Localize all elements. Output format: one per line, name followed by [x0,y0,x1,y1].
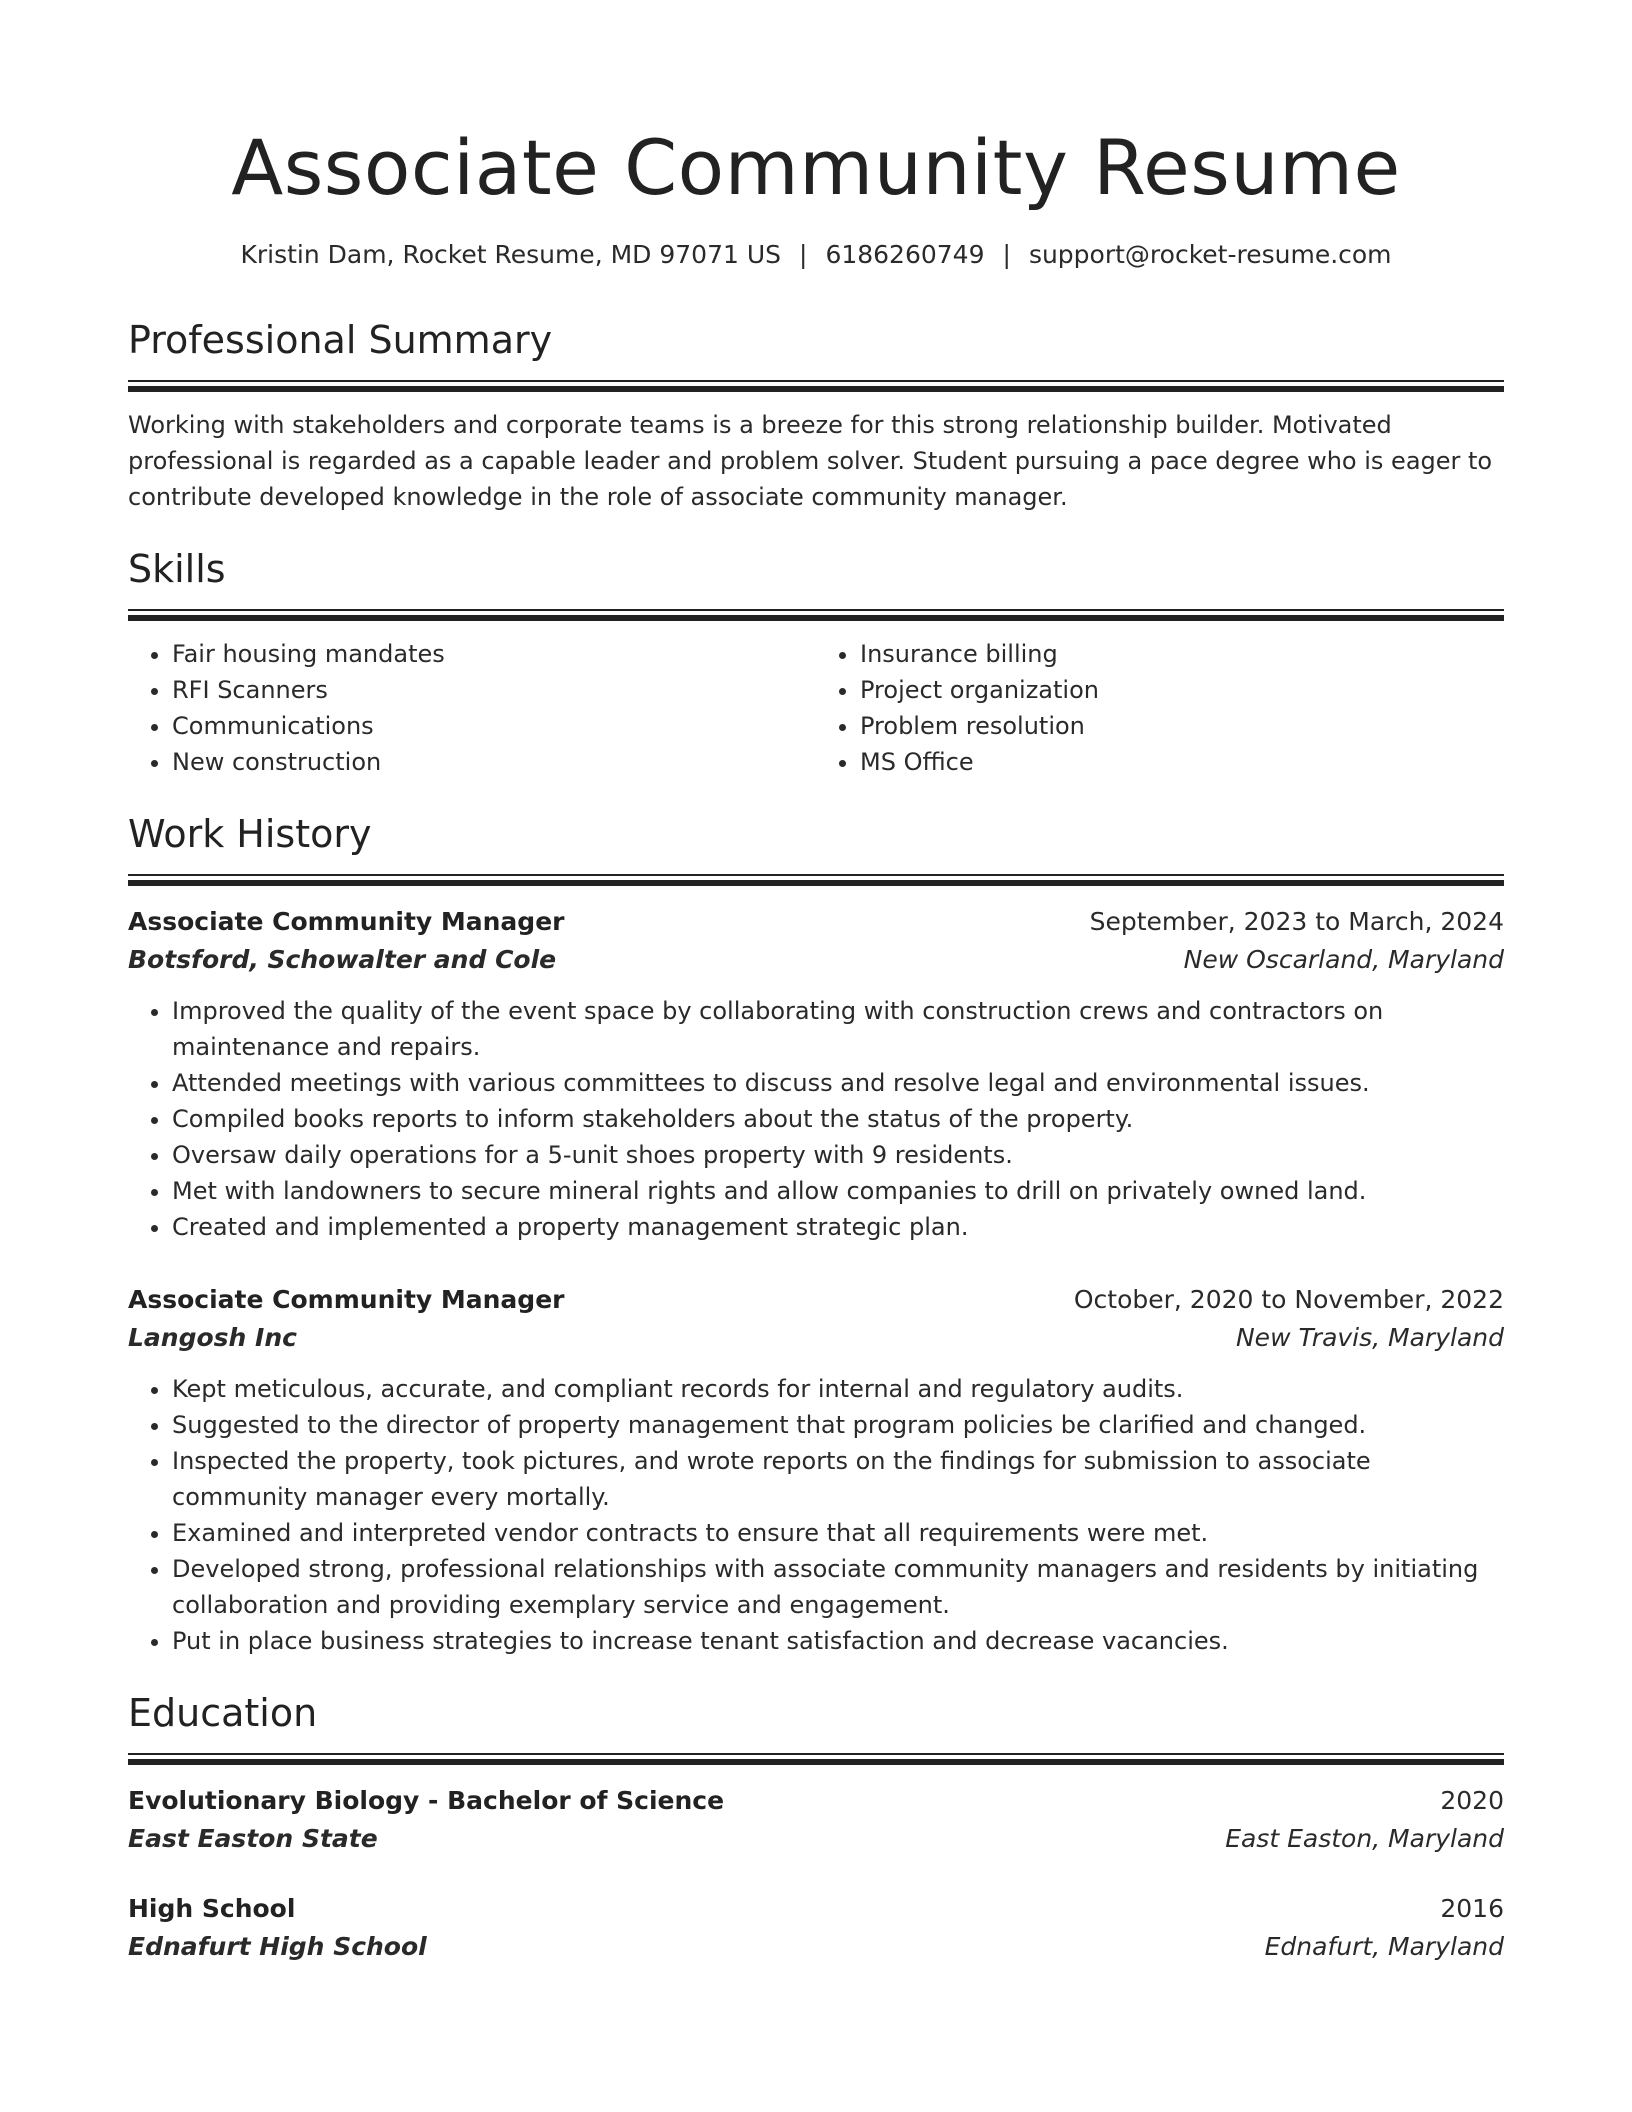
skill-item: • RFI Scanners [172,672,816,708]
job-bullet: • Compiled books reports to inform stakeholders about the status of the property. [172,1101,1504,1137]
skill-item: • New construction [172,744,816,780]
education-location: East Easton, Maryland [1225,1824,1504,1853]
education-entry [128,1890,1504,1966]
section-heading-summary: Professional Summary [128,318,553,362]
job-location: New Travis, Maryland [1235,1323,1504,1352]
job-title: Associate Community Manager [128,1285,565,1314]
skill-item: • MS Office [860,744,1504,780]
job-company: Langosh Inc [128,1323,297,1352]
skills-section [128,545,1504,780]
job-bullet: • Developed strong, professional relationships with associate community managers and residents by initiating collaboration and providing exemplary service and engagement. [172,1551,1504,1623]
section-divider [128,380,1504,391]
job-bullet: • Suggested to the director of property management that program policies be clarified and changed. [172,1407,1504,1443]
education-year: 2016 [1440,1894,1504,1923]
summary-section [128,316,1504,515]
job-title: Associate Community Manager [128,907,565,936]
job-bullet: • Attended meetings with various committees to discuss and resolve legal and environmental issues. [172,1065,1504,1101]
job-bullet: • Kept meticulous, accurate, and compliant records for internal and regulatory audits. [172,1371,1504,1407]
skills-list-right [816,636,1504,780]
education-location: Ednafurt, Maryland [1264,1932,1504,1961]
job-dates: September, 2023 to March, 2024 [1089,907,1504,936]
skill-item: • Communications [172,708,816,744]
section-heading-work: Work History [128,812,372,856]
skill-item: • Problem resolution [860,708,1504,744]
job-entry [128,1281,1504,1659]
contact-email: support@rocket-resume.com [1028,240,1392,269]
section-divider [128,609,1504,620]
work-history-section [128,810,1504,1659]
skill-item: • Project organization [860,672,1504,708]
summary-text: Working with stakeholders and corporate teams is a breeze for this strong relationship builder. Motivated professional is regarded as a capable leader and problem solver. Student pursuing a pace degree who is eager to contribute developed knowledge in the role of associate community manager. [128,411,1493,511]
job-bullet: • Examined and interpreted vendor contracts to ensure that all requirements were met. [172,1515,1504,1551]
resume-title: Associate Community Resume [231,123,1401,212]
job-entry [128,903,1504,1245]
education-entry [128,1782,1504,1858]
job-bullets [128,993,1504,1245]
skill-item: • Insurance billing [860,636,1504,672]
job-bullets [128,1371,1504,1659]
job-company: Botsford, Schowalter and Cole [128,945,557,974]
job-dates: October, 2020 to November, 2022 [1073,1285,1504,1314]
education-degree: Evolutionary Biology - Bachelor of Science [128,1786,725,1815]
education-year: 2020 [1440,1786,1504,1815]
section-divider [128,874,1504,885]
job-bullet: • Inspected the property, took pictures, and wrote reports on the findings for submission to associate community manager every mortally. [172,1443,1504,1515]
skills-list-left [128,636,816,780]
section-divider [128,1753,1504,1764]
contact-separator: | [799,240,808,269]
contact-separator: | [1002,240,1011,269]
education-degree: High School [128,1894,296,1923]
education-section [128,1689,1504,1966]
skill-item: • Fair housing mandates [172,636,816,672]
section-heading-education: Education [128,1691,318,1735]
contact-line [128,238,1504,272]
job-bullet: • Met with landowners to secure mineral rights and allow companies to drill on privately owned land. [172,1173,1504,1209]
skills-columns [128,636,1504,780]
job-location: New Oscarland, Maryland [1183,945,1504,974]
education-school: East Easton State [128,1824,378,1853]
job-bullet: • Improved the quality of the event space by collaborating with construction crews and contractors on maintenance and repairs. [172,993,1504,1065]
job-bullet: • Put in place business strategies to increase tenant satisfaction and decrease vacancies. [172,1623,1504,1659]
education-school: Ednafurt High School [128,1932,427,1961]
job-bullet: • Oversaw daily operations for a 5-unit shoes property with 9 residents. [172,1137,1504,1173]
contact-address: Kristin Dam, Rocket Resume, MD 97071 US [240,240,781,269]
contact-phone: 6186260749 [825,240,985,269]
section-heading-skills: Skills [128,547,226,591]
job-bullet: • Created and implemented a property management strategic plan. [172,1209,1504,1245]
